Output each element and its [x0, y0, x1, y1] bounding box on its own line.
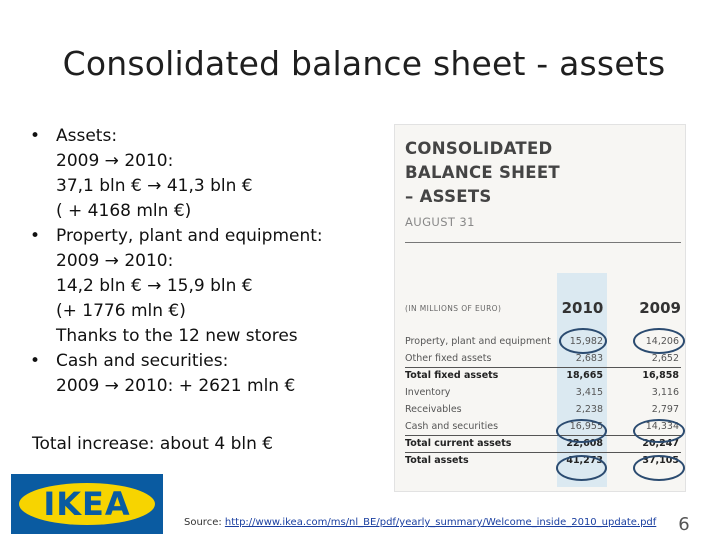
balance-sheet-title [405, 137, 560, 209]
highlight-circle-ppe-2010 [559, 328, 607, 354]
row-value-2010: 22,608 [566, 438, 603, 449]
row-label: Total fixed assets [405, 370, 499, 381]
logo-text: IKEA [43, 485, 131, 523]
bullet-line: 2009 → 2010: [56, 251, 174, 271]
bullet-line: 2009 → 2010: + 2621 mln € [56, 376, 296, 396]
table-row [395, 384, 687, 401]
balance-sheet-image [394, 124, 686, 492]
row-label: Cash and securities [405, 421, 499, 432]
row-value-2009: 20,247 [642, 438, 679, 449]
source-label: Source: [184, 517, 222, 528]
bullet-assets [30, 124, 370, 224]
highlight-circle-total-2009 [633, 455, 685, 481]
row-label: Total assets [405, 455, 469, 466]
bullet-line: 37,1 bln € → 41,3 bln € [56, 176, 253, 196]
page-number: 6 [678, 514, 690, 535]
bullet-line: ( + 4168 mln €) [56, 201, 192, 221]
total-increase: Total increase: about 4 bln € [32, 434, 274, 454]
balance-sheet-title-line: – ASSETS [405, 187, 492, 206]
column-header-2010: 2010 [561, 299, 604, 317]
row-label: Total current assets [405, 438, 512, 449]
row-value-2009: 3,116 [651, 387, 679, 398]
row-value-2010: 41,273 [566, 455, 603, 466]
row-value-2009: 2,652 [651, 353, 679, 364]
table-row [395, 350, 687, 367]
row-value-2009: 14,334 [645, 421, 679, 432]
bullet-dot: • [30, 226, 41, 246]
source-note [184, 517, 656, 528]
units-label: (IN MILLIONS OF EURO) [405, 304, 502, 313]
highlight-circle-ppe-2009 [633, 328, 685, 354]
row-label: Other fixed assets [405, 353, 492, 364]
bullet-list [30, 124, 370, 399]
highlight-circle-cash-2009 [633, 419, 685, 443]
balance-sheet-title-line: BALANCE SHEET [405, 163, 560, 182]
row-value-2010: 16,955 [569, 421, 603, 432]
ikea-logo [11, 474, 163, 534]
bullet-line: Cash and securities: [56, 351, 229, 371]
bullet-ppe [30, 224, 370, 349]
row-value-2009: 16,858 [642, 370, 679, 381]
row-value-2009: 37,105 [642, 455, 679, 466]
row-value-2010: 18,665 [566, 370, 603, 381]
row-value-2009: 14,206 [645, 336, 679, 347]
slide-title: Consolidated balance sheet - assets [62, 44, 666, 83]
bullet-line: Thanks to the 12 new stores [56, 326, 298, 346]
row-value-2010: 2,683 [575, 353, 603, 364]
bullet-line: (+ 1776 mln €) [56, 301, 186, 321]
bullet-line: Property, plant and equipment: [56, 226, 323, 246]
bullet-line: 2009 → 2010: [56, 151, 174, 171]
column-header-2009: 2009 [639, 299, 681, 317]
divider [405, 242, 681, 243]
row-value-2009: 2,797 [651, 404, 679, 415]
balance-sheet-rows [395, 333, 687, 469]
highlight-circle-cash-2010 [556, 419, 607, 443]
source-link[interactable]: http://www.ikea.com/ms/nl_BE/pdf/yearly_summary/Welcome_inside_2010_update.pdf [224, 517, 657, 528]
row-value-2010: 3,415 [575, 387, 603, 398]
balance-sheet-title-line: CONSOLIDATED [405, 139, 553, 158]
balance-sheet-date: AUGUST 31 [405, 215, 475, 229]
table-row [395, 401, 687, 418]
row-value-2010: 15,982 [569, 336, 603, 347]
bullet-dot: • [30, 126, 41, 146]
bullet-dot: • [30, 351, 41, 371]
row-label: Receivables [405, 404, 462, 415]
highlight-circle-total-2010 [556, 455, 607, 481]
row-label: Inventory [405, 387, 451, 398]
row-label: Property, plant and equipment [405, 336, 551, 347]
bullet-cash [30, 349, 370, 399]
row-value-2010: 2,238 [575, 404, 603, 415]
bullet-line: 14,2 bln € → 15,9 bln € [56, 276, 253, 296]
bullet-line: Assets: [56, 126, 118, 146]
table-row [395, 367, 687, 384]
